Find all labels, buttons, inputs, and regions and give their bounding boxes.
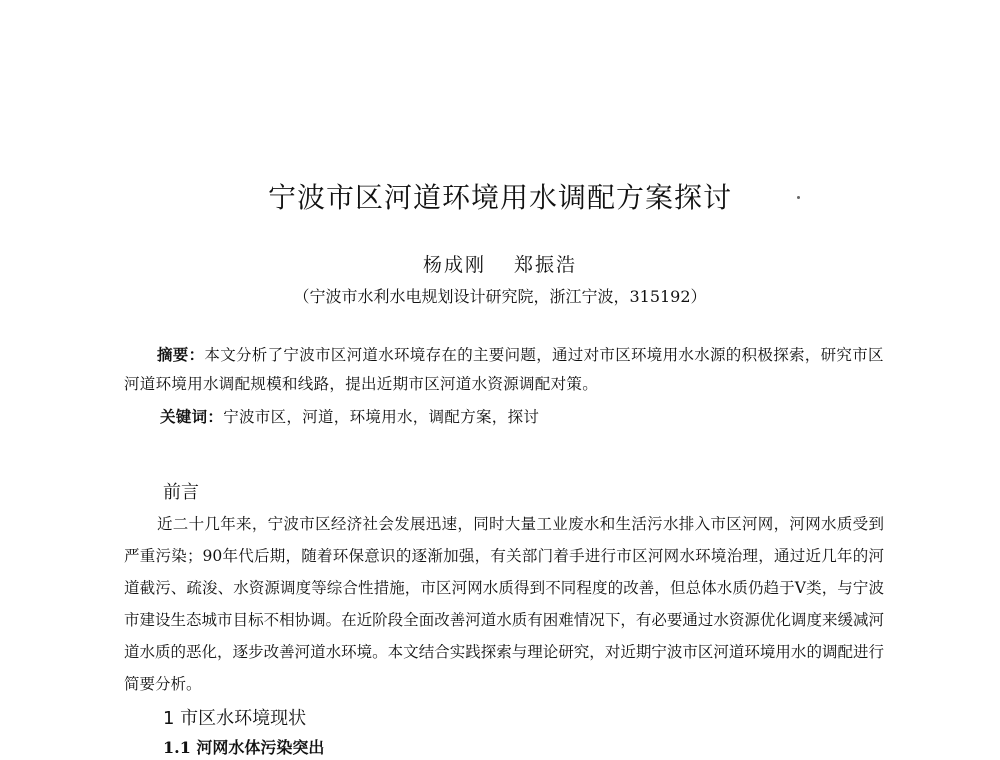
abstract	[124, 340, 894, 399]
preface-heading: 前言	[163, 482, 199, 503]
paper-title: 宁波市区河道环境用水调配方案探讨	[267, 181, 732, 214]
abstract-label: 摘要：	[157, 345, 205, 364]
section-1-heading: 1 市区水环境现状	[163, 708, 307, 729]
keywords-label: 关键词：	[160, 407, 224, 426]
abstract-text: 本文分析了宁波市区河道水环境存在的主要问题，通过对市区环境用水水源的积极探索，研究市区河道环境用水调配规模和线路，提出近期市区河道水资源调配对策。	[124, 346, 884, 393]
preface-paragraph: 近二十几年来，宁波市区经济社会发展迅速，同时大量工业废水和生活污水排入市区河网，河网水质受到严重污染；90年代后期，随着环保意识的逐渐加强，有关部门着手进行市区河网水环境治理，通过近几年的河道截污、疏浚、水资源调度等综合性措施，市区河网水质得到不同程度的改善，但总体水质仍趋于Ⅴ类，与宁波市建设生态城市目标不相协调。在近阶段全面改善河道水质有困难情况下，有必要通过水资源优化调度来缓减河道水质的恶化，逐步改善河道水环境。本文结合实践探索与理论研究，对近期宁波市区河道环境用水的调配进行简要分析。	[124, 515, 884, 693]
author-name: 杨成刚	[422, 254, 486, 276]
author-name: 郑振浩	[514, 254, 578, 276]
keywords-text: 宁波市区，河道，环境用水，调配方案，探讨	[223, 408, 540, 426]
keywords	[160, 405, 539, 427]
affiliation: （宁波市水利水电规划设计研究院，浙江宁波，315192）	[293, 287, 707, 306]
section-1-1-heading: 1.1 河网水体污染突出	[163, 738, 325, 757]
scan-speck	[797, 196, 800, 199]
author-line	[0, 250, 1000, 277]
